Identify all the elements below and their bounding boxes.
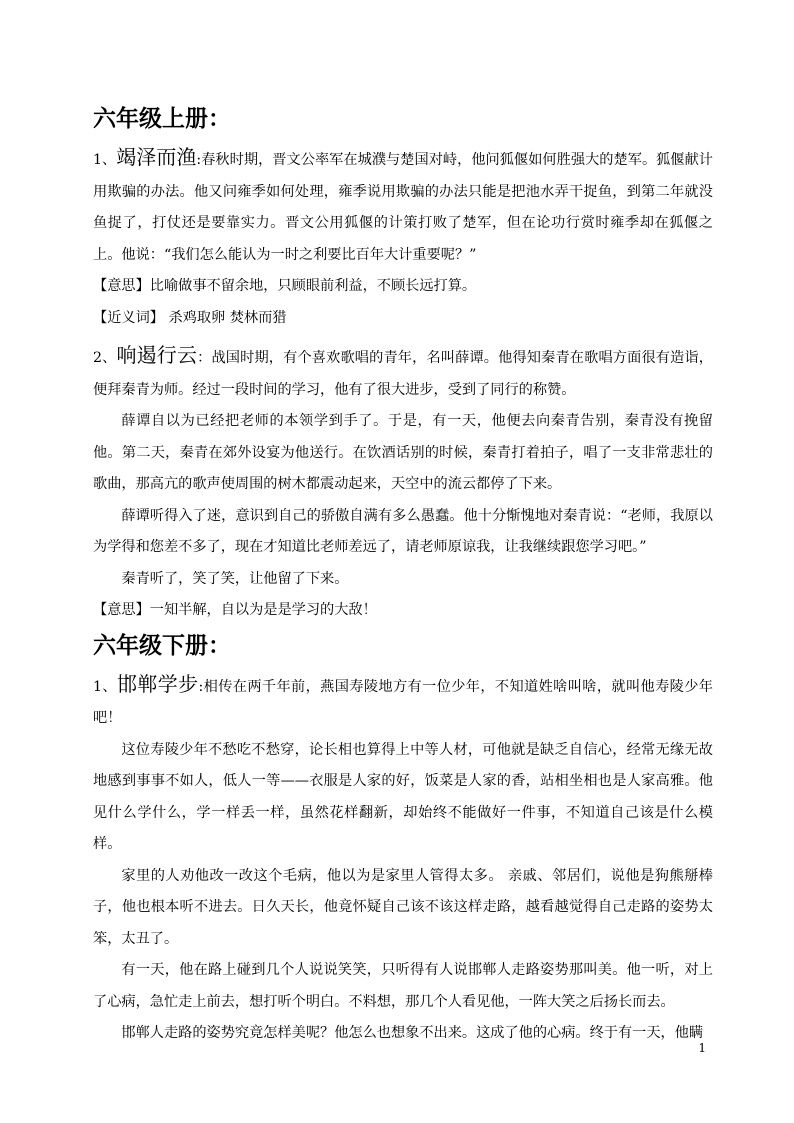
idiom-2-paragraph: 薛谭自以为已经把老师的本领学到手了。于是，有一天，他便去向秦青告别，秦青没有挽留他。第二天，秦青在郊外设宴为他送行。在饮酒话别的时候，秦青打着拍子，唱了一支非常悲壮的歌曲，那高亢的歌声使周围的树木都震动起来，天空中的流云都停了下来。 bbox=[93, 413, 713, 492]
idiom-story-text: 春秋时期，晋文公率军在城濮与楚国对峙，他问狐偃如何胜强大的楚军。狐偃献计用欺骗的办法。他又问雍季如何处理，雍季说用欺骗的办法只能是把池水弄干捉鱼，到第二年就没鱼捉了，打仗还是要靠实力。晋文公用狐偃的计策打败了楚军，但在论功行赏时雍季却在狐偃之上。他说：“我们怎么能认为一时之利要比百年大计重要呢？” bbox=[93, 152, 713, 263]
meaning-label: 【意思】 bbox=[93, 278, 150, 294]
meaning-text: 比喻做事不留余地，只顾眼前利益，不顾长远打算。 bbox=[149, 278, 477, 294]
idiom-3-paragraph: 这位寿陵少年不愁吃不愁穿，论长相也算得上中等人材，可他就是缺乏自信心，经常无缘无故地感到事事不如人，低人一等——衣服是人家的好，饭菜是人家的香，站相坐相也是人家高雅。他见什么学什么，学一样丢一样，虽然花样翻新，却始终不能做好一件事，不知道自己该是什么模样。 bbox=[93, 741, 713, 852]
idiom-story-text: 战国时期，有个喜欢歌唱的青年，名叫薛谭。他得知秦青在歌唱方面很有造诣，便拜秦青为师。经过一段时间的学习，他有了很大进步，受到了同行的称赞。 bbox=[93, 350, 713, 398]
idiom-colon: : bbox=[196, 152, 202, 168]
idiom-title: 响遏行云 bbox=[116, 343, 198, 367]
page-content bbox=[93, 102, 713, 1050]
idiom-3-paragraph: 邯郸人走路的姿势究竟怎样美呢？他怎么也想象不出来。这成了他的心病。终于有一天，他瞒 bbox=[121, 1025, 704, 1041]
idiom-number: 1、 bbox=[93, 152, 117, 168]
idiom-colon: : bbox=[198, 678, 204, 695]
idiom-2-story bbox=[93, 340, 713, 406]
page-number: 1 bbox=[698, 1041, 706, 1055]
synonym-text: 杀鸡取卵 焚林而猎 bbox=[163, 309, 287, 326]
idiom-2-paragraph: 薛谭听得入了迷，意识到自己的骄傲自满有多么愚蠢。他十分惭愧地对秦青说：“老师，我原以为学得和您差不多了，现在才知道比老师差远了，请老师原谅我，让我继续跟您学习吧。” bbox=[93, 507, 713, 555]
idiom-1-meaning bbox=[93, 271, 713, 303]
idiom-title: 邯郸学步 bbox=[116, 671, 199, 696]
idiom-number: 1、 bbox=[93, 678, 117, 695]
idiom-1-story bbox=[93, 142, 713, 271]
idiom-1-synonyms bbox=[93, 303, 713, 335]
idiom-2-meaning bbox=[93, 595, 713, 627]
synonym-label: 【近义词】 bbox=[93, 309, 164, 326]
idiom-2-paragraph: 秦青听了，笑了笑，让他留了下来。 bbox=[121, 570, 349, 587]
idiom-story-text: 相传在两千年前，燕国寿陵地方有一位少年，不知道姓啥叫啥，就叫他寿陵少年吧！ bbox=[93, 678, 713, 726]
idiom-colon: ： bbox=[197, 350, 212, 366]
idiom-number: 2、 bbox=[93, 350, 117, 366]
idiom-title: 竭泽而渔 bbox=[116, 145, 197, 169]
idiom-3-paragraph: 家里的人劝他改一改这个毛病，他以为是家里人管得太多。 亲戚、邻居们，说他是狗熊掰棒子，他也根本听不进去。日久天长，他竟怀疑自己该不该这样走路，越看越觉得自己走路的姿势太笨，太丑了。 bbox=[93, 867, 713, 947]
idiom-3-paragraph: 有一天，他在路上碰到几个人说说笑笑，只听得有人说邯郸人走路姿势那叫美。他一听，对上了心病，急忙走上前去，想打听个明白。不料想，那几个人看见他，一阵大笑之后扬长而去。 bbox=[93, 962, 713, 1010]
meaning-label: 【意思】 bbox=[93, 602, 150, 618]
idiom-3-story bbox=[93, 669, 713, 735]
meaning-text: 一知半解，自以为是是学习的大敌！ bbox=[149, 602, 377, 618]
section-heading-grade6-vol2: 六年级下册： bbox=[93, 631, 231, 659]
section-heading-grade6-vol1: 六年级上册： bbox=[93, 105, 231, 132]
